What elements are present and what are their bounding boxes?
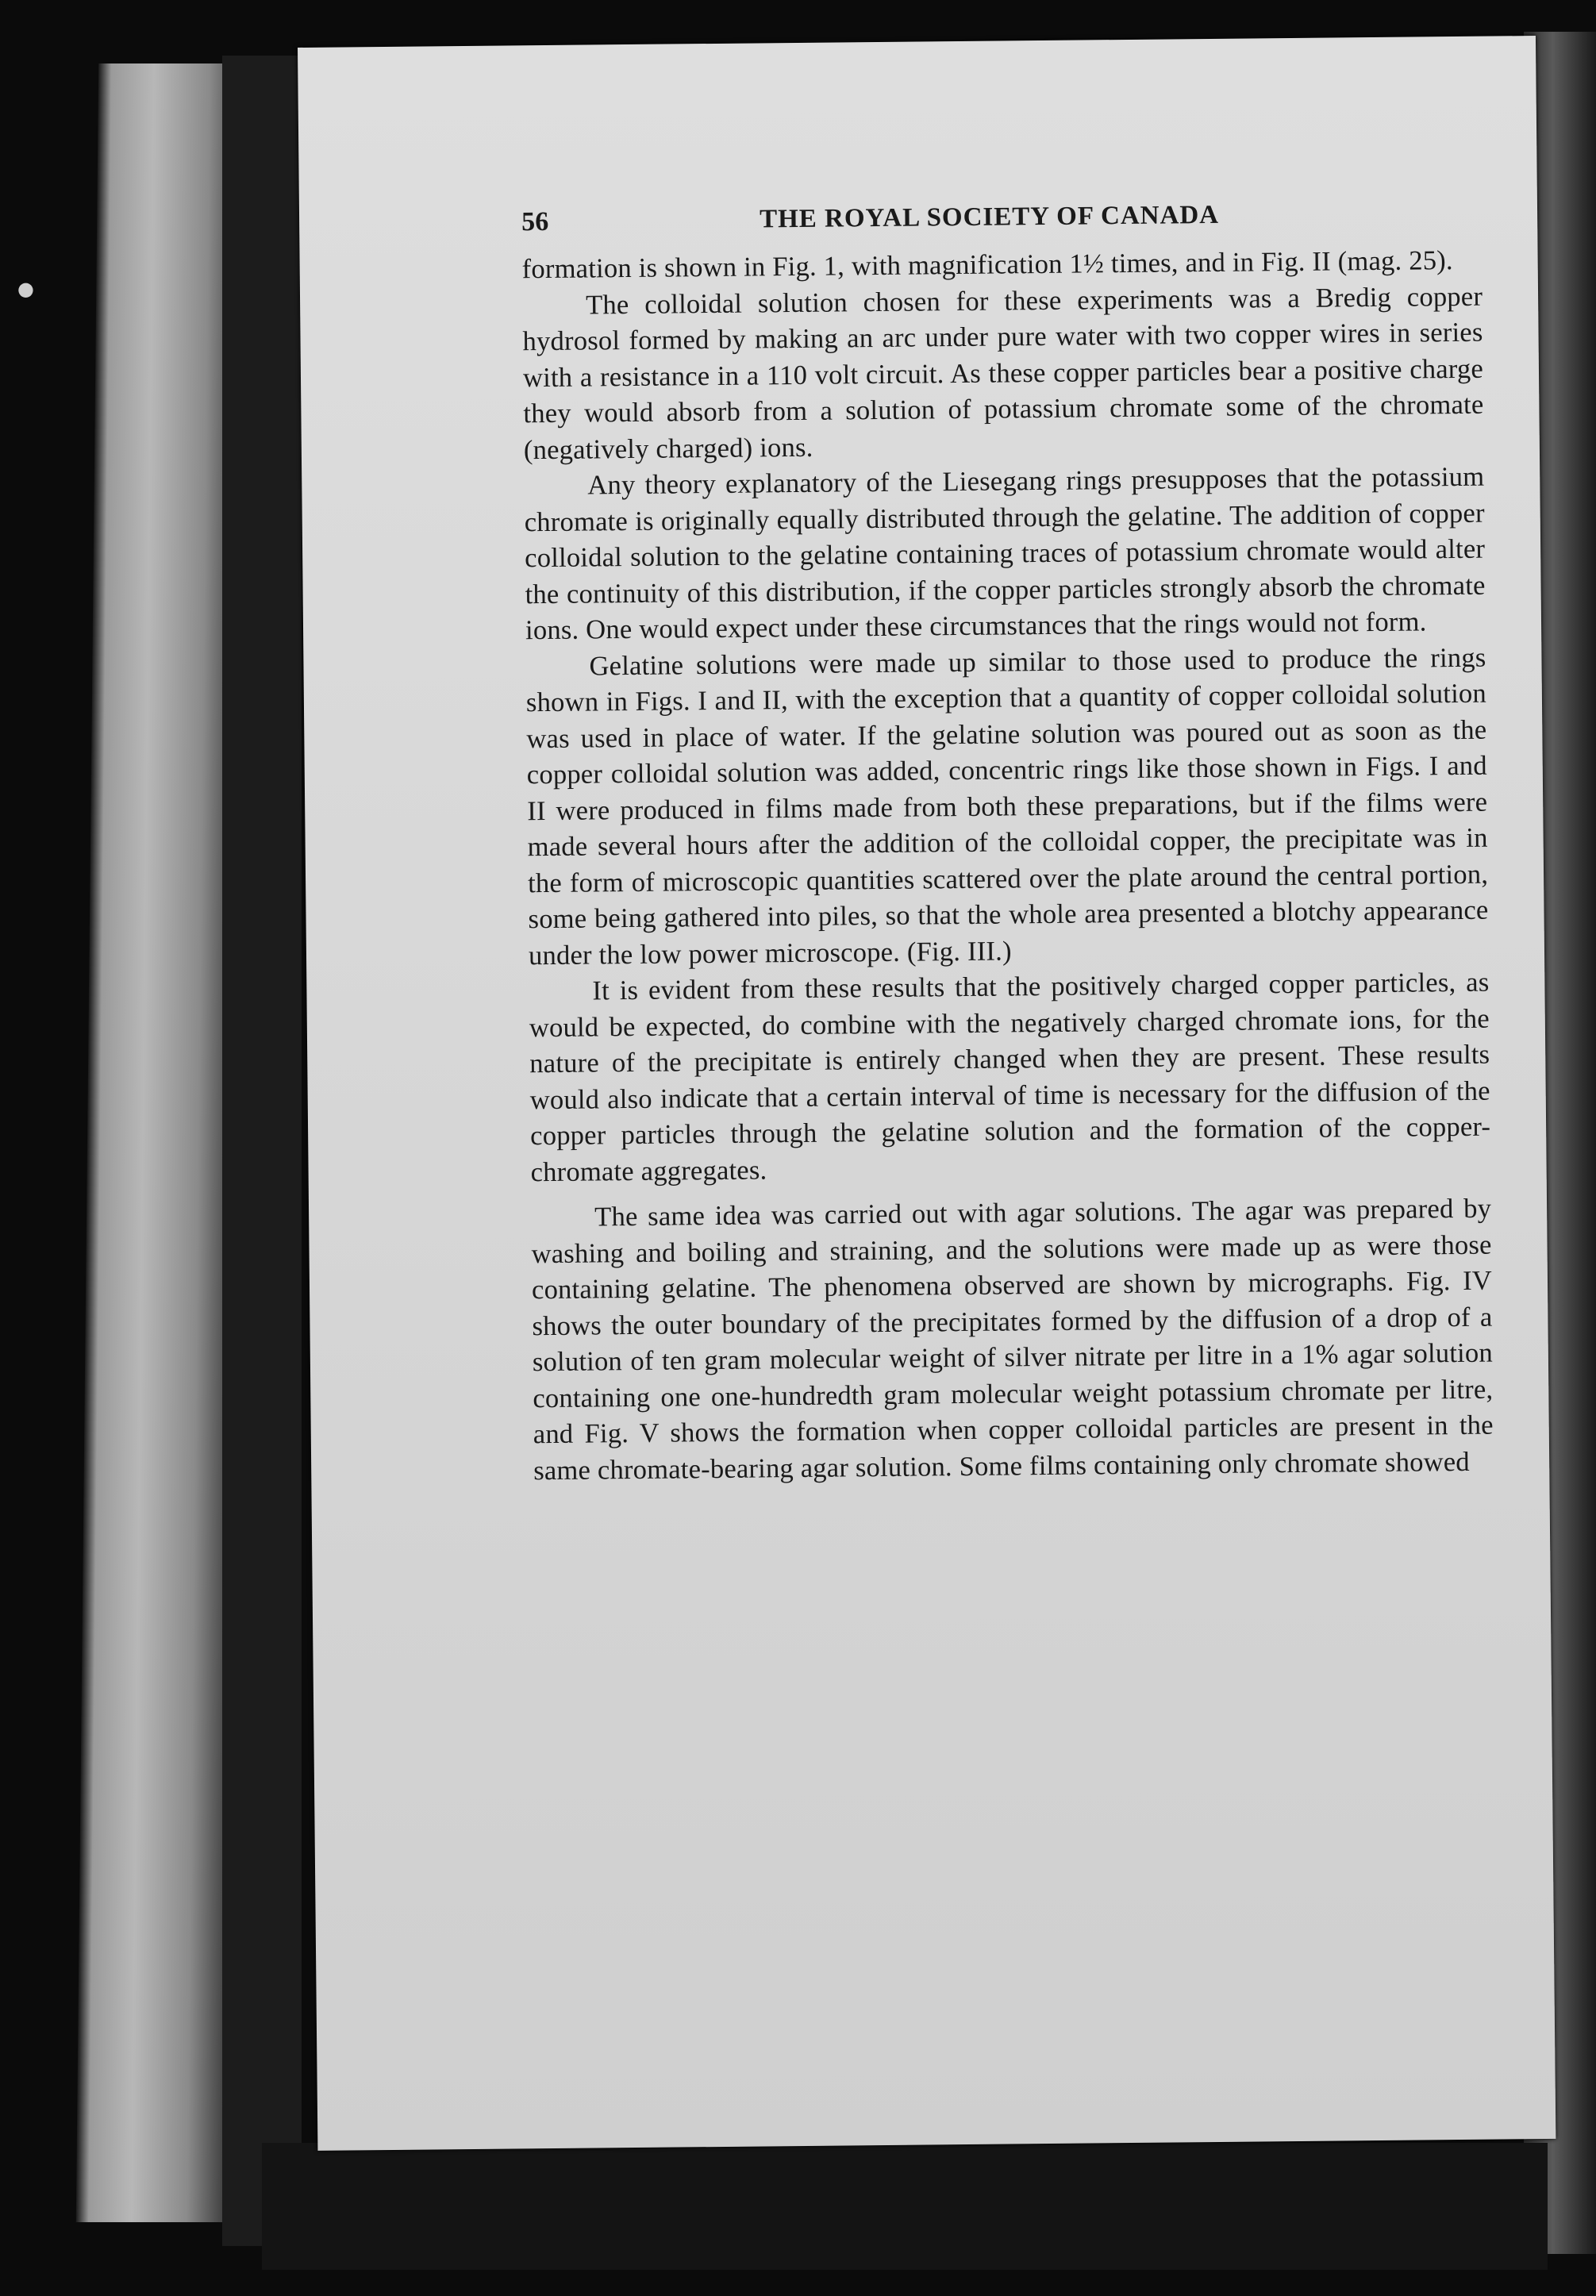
running-header: [521, 195, 1482, 249]
paragraph-colloidal-solution: The colloidal solution chosen for these experiments was a Bredig copper hydrosol formed by making an arc under pure water with two copper wires in series with a resistance in a 110 volt circuit. As these copper particles bear a positive charge they would absorb from a solution of potassium chromate some of the chromate (negatively charged) ions.: [522, 281, 1484, 465]
dust-speck: ●: [17, 278, 34, 300]
bottom-border: [262, 2143, 1548, 2270]
journal-title: THE ROYAL SOCIETY OF CANADA: [759, 200, 1220, 234]
binding-strip: [222, 56, 302, 2246]
paragraph-liesegang-theory: Any theory explanatory of the Liesegang rings presupposes that the potassium chromate is originally equally distributed through the gelatine. The addition of copper colloidal solution to the gelatine containing traces of potassium chromate would alter the continuity of this distribution, if the copper particles strongly absorb the chromate ions. One would expect under these circumstances that the rings would not form.: [524, 461, 1486, 646]
paragraph-gelatine-solutions: Gelatine solutions were made up similar to those used to produce the rings shown in Figs. I and II, with the exception that a quantity of copper colloidal solution was used in place of water. If the gelatine solution was poured out as soon as the copper colloidal solution was added, concentric rings like those shown in Figs. I and II were produced in films made from both these preparations, but if the films were made several hours after the addition of the colloidal copper, the precipitate was in the form of microscopic quantities scattered over the plate around the central portion, some being gathered into piles, so that the whole area presented a blotchy appearance under the low power microscope. (Fig. III.): [525, 642, 1489, 971]
paragraph-agar-solutions: The same idea was carried out with agar solutions. The agar was prepared by washing and boiling and straining, and the solutions were made up as were those containing gelatine. The phenomena observed are shown by micrographs. Fig. IV shows the outer boundary of the precipitates formed by the diffusion of a drop of a solution of ten gram molecular weight of silver nitrate per litre in a 1% agar solution containing one one-hundredth gram molecular weight potassium chromate per litre, and Fig. V shows the formation when copper colloidal particles are present in the same chromate-bearing agar solution. Some films containing only chromate showed: [531, 1193, 1494, 1486]
paragraph-evident-results: It is evident from these results that the positively charged copper particles, as would be expected, do combine with the negatively charged chromate ions, for the nature of the precipitate is entirely changed when they are present. These results would also indicate that a certain interval of time is necessary for the diffusion of the copper particles through the gelatine solution and the formation of the copper-chromate aggregates.: [529, 967, 1491, 1187]
page-text: [521, 195, 1494, 1490]
book-page: [298, 36, 1556, 2151]
page-number: 56: [521, 206, 549, 237]
paragraph-continuation: formation is shown in Fig. 1, with magnification 1½ times, and in Fig. II (mag. 25).: [521, 245, 1453, 285]
